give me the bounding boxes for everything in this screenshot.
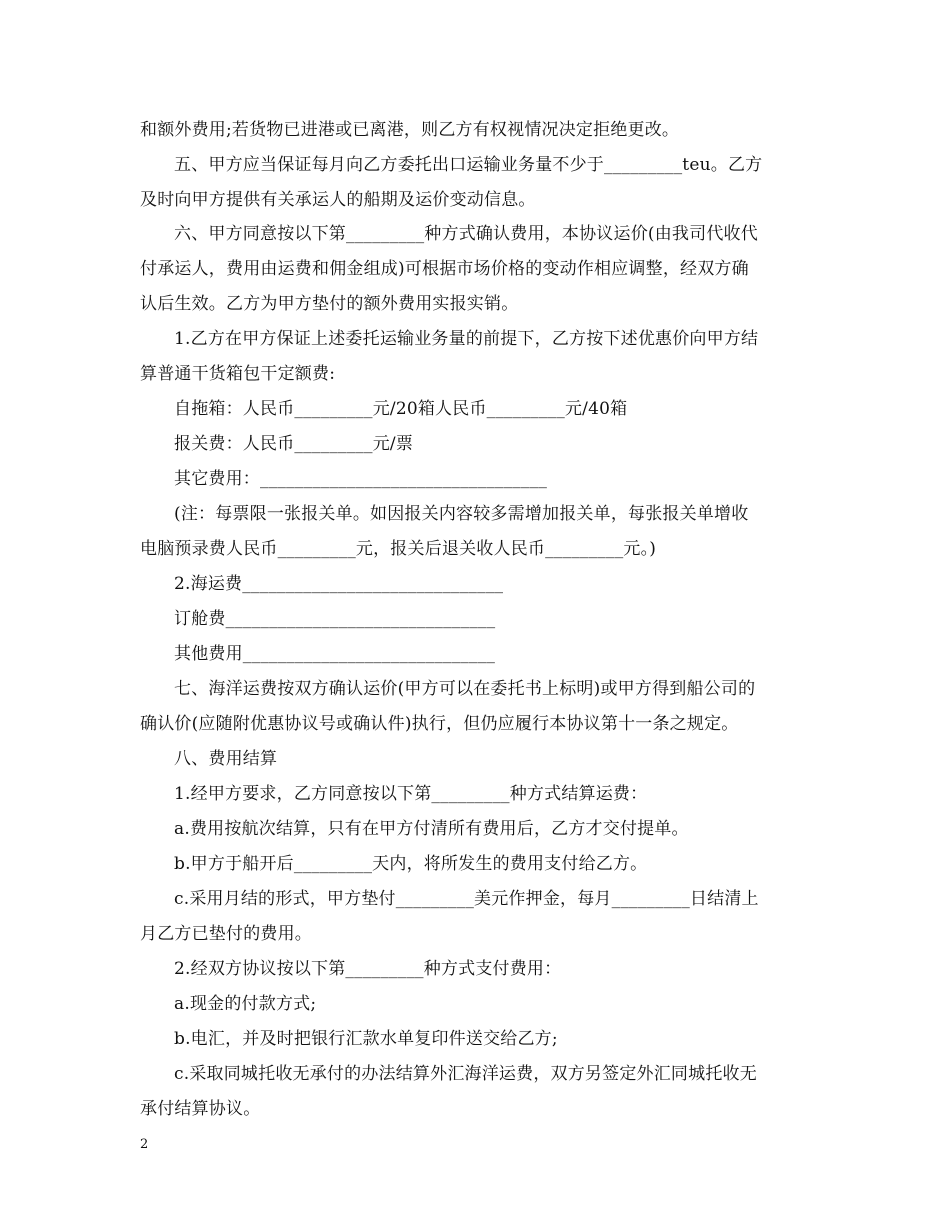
text-line: 月乙方已垫付的费用。 (140, 924, 312, 944)
page-number: 2 (140, 1137, 149, 1152)
text-line: 确认价(应随附优惠协议号或确认件)执行，但仍应履行本协议第十一条之规定。 (140, 714, 739, 734)
text-line: (注：每票限一张报关单。如因报关内容较多需增加报关单，每张报关单增收 (174, 504, 749, 524)
text-line: c.采用月结的形式，甲方垫付_________美元作押金，每月_________日结清上 (174, 889, 759, 909)
text-line: 六、甲方同意按以下第_________种方式确认费用，本协议运价(由我司代收代 (174, 224, 758, 244)
text-line: 及时向甲方提供有关承运人的船期及运价变动信息。 (140, 190, 536, 210)
text-line: b.甲方于船开后_________天内，将所发生的费用支付给乙方。 (174, 854, 648, 874)
text-line: 订舱费_______________________________ (174, 609, 496, 629)
text-line: 其它费用：_________________________________ (174, 469, 548, 489)
text-line: 1.经甲方要求，乙方同意按以下第_________种方式结算运费： (174, 784, 648, 804)
text-line: 报关费：人民币_________元/票 (174, 434, 414, 454)
text-line: a.费用按航次结算，只有在甲方付清所有费用后，乙方才交付提单。 (174, 819, 689, 839)
text-line: b.电汇，并及时把银行汇款水单复印件送交给乙方; (174, 1029, 558, 1049)
text-line: 五、甲方应当保证每月向乙方委托出口运输业务量不少于_________teu。乙方 (174, 155, 763, 175)
text-line: c.采取同城托收无承付的办法结算外汇海洋运费，双方另签定外汇同城托收无 (174, 1064, 757, 1084)
text-line: a.现金的付款方式; (174, 994, 317, 1014)
text-line: 2.经双方协议按以下第_________种方式支付费用： (174, 959, 562, 979)
text-line: 付承运人，费用由运费和佣金组成)可根据市场价格的变动作相应调整，经双方确 (140, 259, 749, 279)
text-line: 承付结算协议。 (140, 1099, 261, 1119)
text-line: 和额外费用;若货物已进港或已离港，则乙方有权视情况决定拒绝更改。 (140, 120, 680, 140)
text-line: 1.乙方在甲方保证上述委托运输业务量的前提下，乙方按下述优惠价向甲方结 (174, 329, 759, 349)
text-line: 电脑预录费人民币_________元，报关后退关收人民币_________元。) (140, 539, 657, 559)
text-line: 七、海洋运费按双方确认运价(甲方可以在委托书上标明)或甲方得到船公司的 (174, 679, 756, 699)
text-line: 算普通干货箱包干定额费: (140, 364, 336, 384)
text-line: 八、费用结算 (174, 749, 278, 769)
text-line: 2.海运费______________________________ (174, 574, 504, 594)
text-line: 认后生效。乙方为甲方垫付的额外费用实报实销。 (140, 294, 519, 314)
text-line: 自拖箱：人民币_________元/20箱人民币_________元/40箱 (174, 399, 628, 419)
text-line: 其他费用_____________________________ (174, 644, 496, 664)
